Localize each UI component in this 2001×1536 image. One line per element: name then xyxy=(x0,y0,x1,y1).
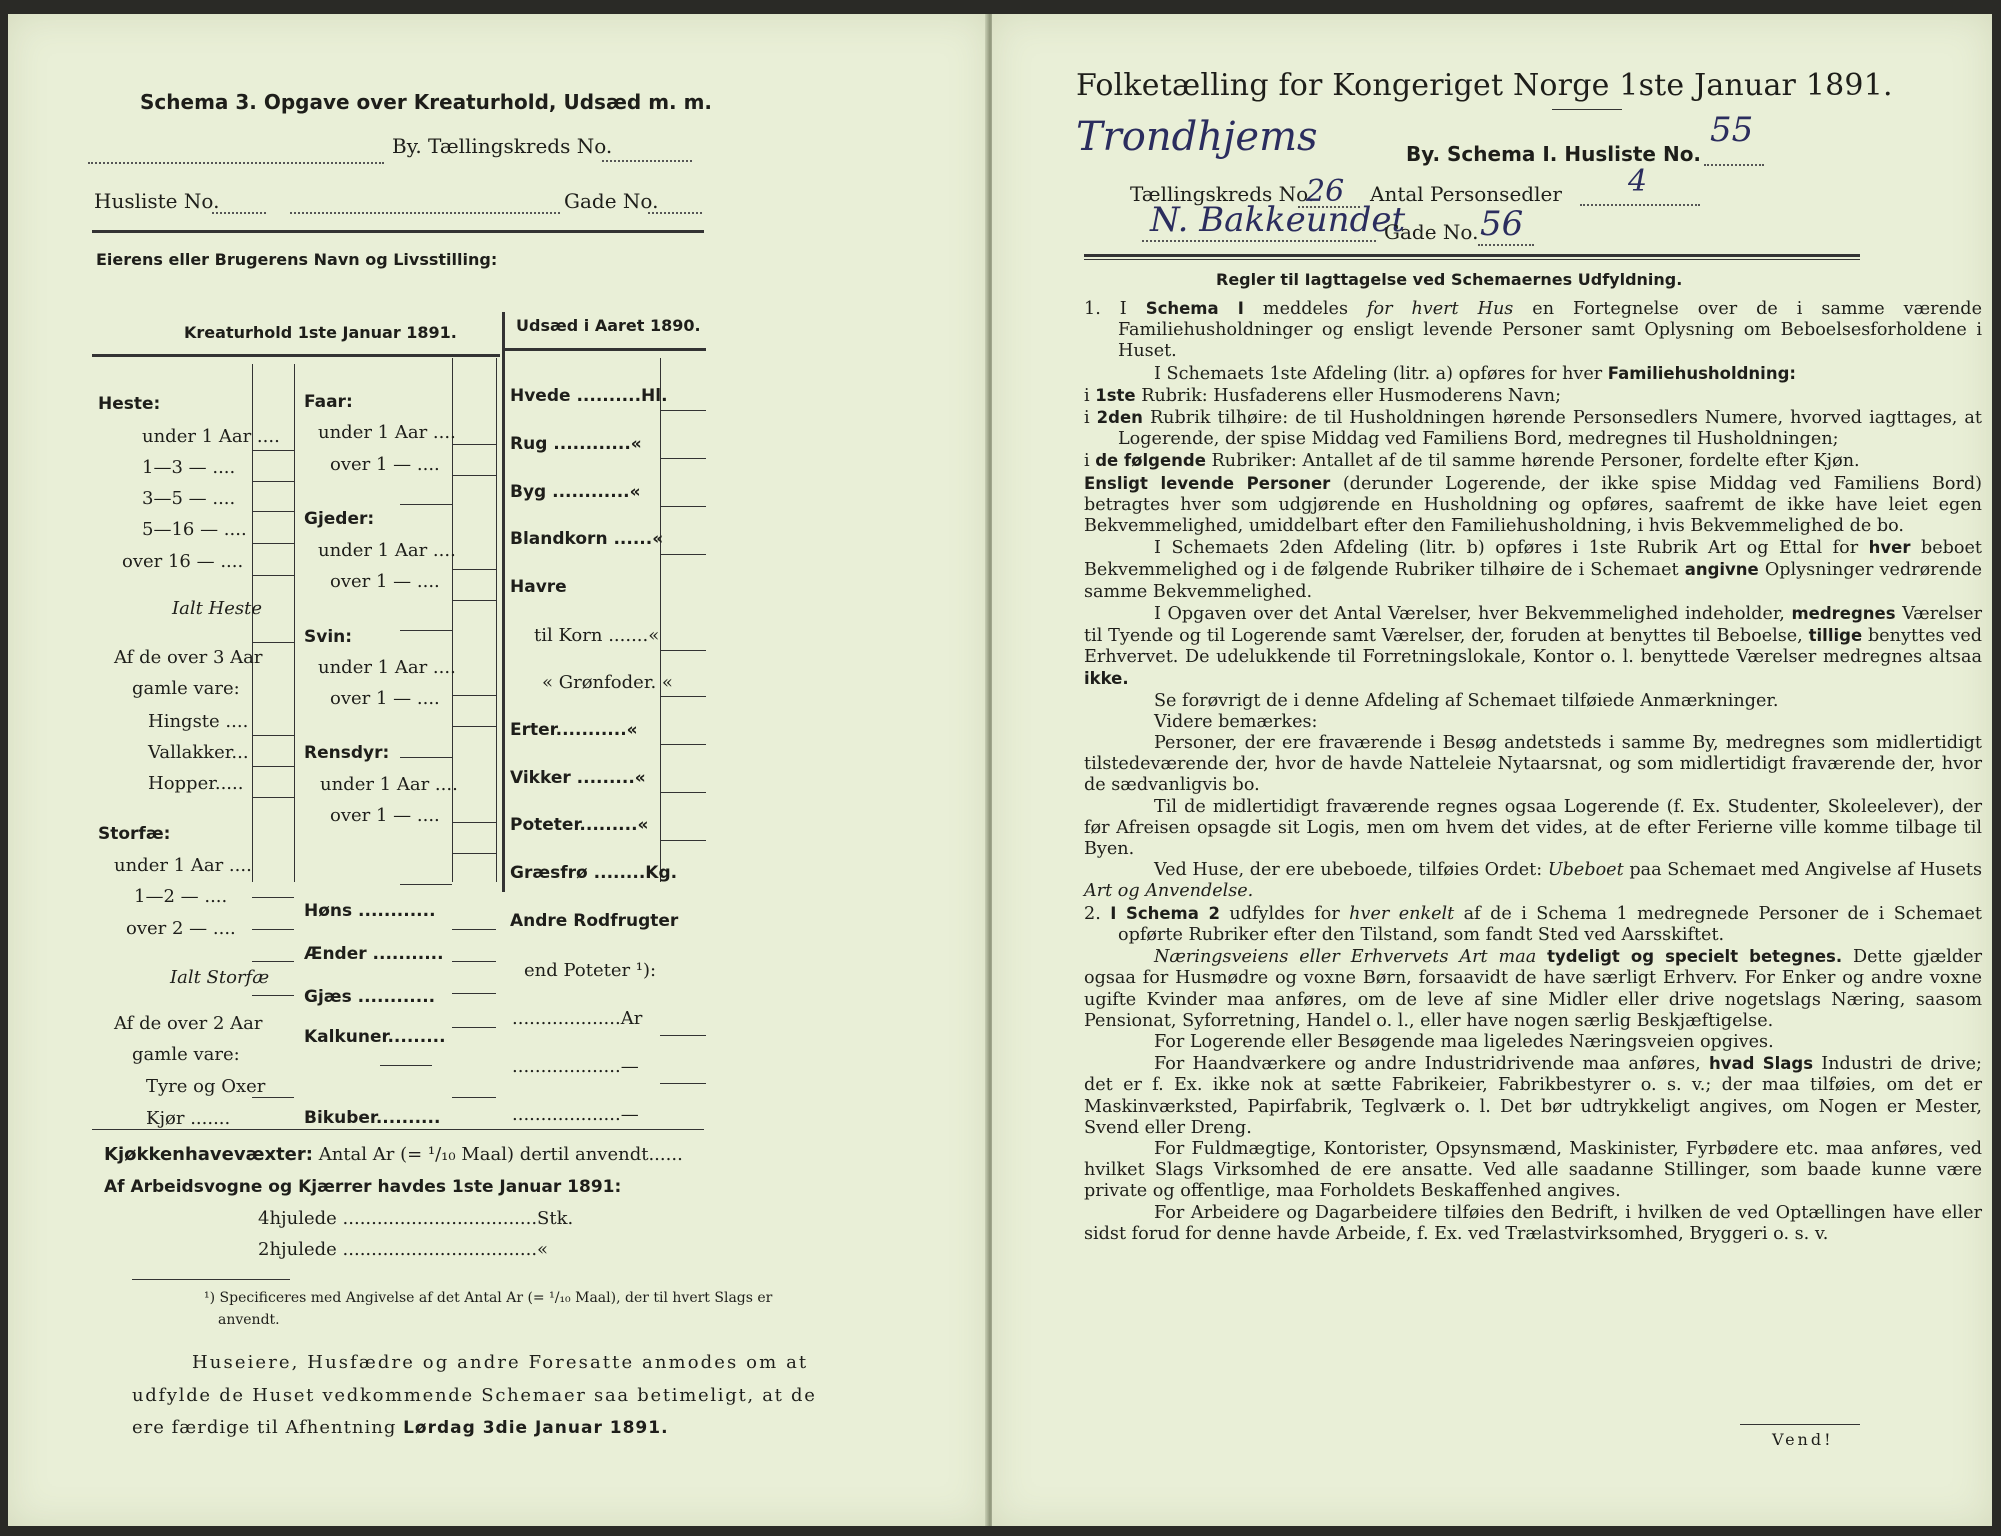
col1-entry-3 xyxy=(252,511,294,512)
col3-row: ...................— xyxy=(512,1104,639,1125)
kjokkenhave-rest: Antal Ar (= ¹/₁₀ Maal) dertil anvendt...... xyxy=(318,1144,683,1165)
col2-entry-11 xyxy=(452,993,496,994)
col3-row: ...................Ar xyxy=(512,1008,643,1029)
col3-row: ...................— xyxy=(512,1056,639,1077)
col3-entry-1 xyxy=(660,410,706,411)
gade-no-label: Gade No. xyxy=(1384,220,1479,244)
col1-row: Af de over 3 Aar xyxy=(114,647,263,668)
gade-label: Gade No. xyxy=(564,189,659,213)
col2-row: over 1 — .... xyxy=(330,571,440,592)
col3-entry-8 xyxy=(660,792,706,793)
title-underline xyxy=(1552,109,1622,110)
col2-entry-9 xyxy=(452,929,496,930)
handwritten-gade-no: 56 xyxy=(1480,204,1524,244)
right-page xyxy=(992,14,1992,1526)
footnote-line1: ¹) Specificeres med Angivelse af det Antal Ar (= ¹/₁₀ Maal), der til hvert Slags er xyxy=(204,1290,773,1306)
col2-row: Høns ............ xyxy=(304,901,436,921)
by-taellingskreds-label: By. Tællingskreds No. xyxy=(392,134,613,158)
col2-entry-7 xyxy=(452,822,496,823)
kreatur-heading: Kreaturhold 1ste Januar 1891. xyxy=(184,323,457,342)
left-page xyxy=(8,14,988,1526)
col2-entry-13 xyxy=(452,1097,496,1098)
toHjulede-line: 2hjulede ..................................« xyxy=(258,1239,549,1260)
col2-entry-8 xyxy=(452,853,496,854)
col1-entry-4 xyxy=(252,543,294,544)
col2-entry-3 xyxy=(452,569,496,570)
col1-row: Hingste .... xyxy=(148,711,249,732)
col3-entry-2 xyxy=(660,458,706,459)
col2-row: Bikuber.......... xyxy=(304,1108,441,1128)
col3-row: til Korn .......« xyxy=(534,625,660,646)
vend-rule xyxy=(1740,1424,1860,1425)
col3-entry-10 xyxy=(660,1035,706,1036)
handwritten-city: Trondhjems xyxy=(1076,114,1318,160)
col3-entry-6 xyxy=(660,696,706,697)
col1-entry-7 xyxy=(252,735,294,736)
udsaed-heading-rule xyxy=(504,348,706,351)
table-main-divider xyxy=(502,312,505,892)
gade-name-dotted xyxy=(1142,240,1376,242)
col3-row: Erter...........« xyxy=(510,720,638,740)
footnote-line2: anvendt. xyxy=(218,1312,280,1328)
col2-row: over 1 — .... xyxy=(330,805,440,826)
col2-entry-1 xyxy=(452,444,496,445)
col2-subtotal-4 xyxy=(400,884,452,885)
col1-row: Af de over 2 Aar xyxy=(114,1013,263,1034)
col1-row: 1—3 — .... xyxy=(142,457,236,478)
col1-entry-11 xyxy=(252,929,294,930)
col3-entry-9 xyxy=(660,840,706,841)
col2-entry-4 xyxy=(452,600,496,601)
final-notice-text: ere færdige til Afhentning xyxy=(132,1417,404,1438)
handwritten-gade: N. Bakkeundet xyxy=(1150,200,1406,240)
col1-row: 1—2 — .... xyxy=(134,886,228,907)
col3-row: Byg ............« xyxy=(510,482,641,502)
col1-row: gamle vare: xyxy=(132,1044,240,1065)
col2-row: Faar: xyxy=(304,392,353,412)
col2-row: Ænder ........... xyxy=(304,944,444,964)
col1-entry-12 xyxy=(252,961,294,962)
kjokkenhave-line xyxy=(104,1144,683,1165)
col1-row: Ialt Storfæ xyxy=(170,967,270,988)
col3-entry-11 xyxy=(660,1083,706,1084)
col2-row: Rensdyr: xyxy=(304,743,390,763)
kreatur-heading-rule xyxy=(92,354,500,357)
husliste-no-dotted xyxy=(1704,164,1764,166)
final-notice-line3 xyxy=(132,1417,669,1438)
col2-row: over 1 — .... xyxy=(330,688,440,709)
header-rule xyxy=(92,230,704,233)
col3-row: Vikker .........« xyxy=(510,768,646,788)
fireHjulede-line: 4hjulede ..................................Stk. xyxy=(258,1208,574,1229)
col1-row: 5—16 — .... xyxy=(142,519,247,540)
col1-entry-8 xyxy=(252,766,294,767)
col2-row: Svin: xyxy=(304,627,353,647)
rule-2: 2. I Schema 2 udfyldes for hver enkelt af de i Schema 1 medregnede Personer de i Schemaet opførte Rubriker efter den Tilstand, som fandt Sted ved Aarsskiftet. xyxy=(1084,903,1982,945)
col1-entry-6 xyxy=(252,642,294,643)
col3-value-left xyxy=(660,358,661,882)
handwritten-antal: 4 xyxy=(1628,164,1648,199)
final-notice-line2: udfylde de Huset vedkommende Schemaer saa betimeligt, at de xyxy=(132,1385,817,1406)
col1-row: Heste: xyxy=(98,394,161,414)
col3-entry-7 xyxy=(660,744,706,745)
gade-dotted-b xyxy=(648,212,702,214)
footnote-rule xyxy=(132,1279,290,1280)
col1-entry-2 xyxy=(252,481,294,482)
col1-row: Vallakker... xyxy=(148,742,249,763)
col1-entry-13 xyxy=(252,995,294,996)
col3-row: Rug ............« xyxy=(510,434,642,454)
handwritten-husliste-no: 55 xyxy=(1710,110,1754,150)
udsaed-heading: Udsæd i Aaret 1890. xyxy=(516,316,701,335)
col3-entry-5 xyxy=(660,650,706,651)
table-bottom-rule xyxy=(92,1129,704,1130)
col1-row: under 1 Aar .... xyxy=(142,426,280,447)
husliste-label: Husliste No. xyxy=(94,189,220,213)
taellingskreds-dotted xyxy=(602,160,692,162)
col2-row: under 1 Aar .... xyxy=(318,422,456,443)
col1-row: Tyre og Oxer xyxy=(146,1076,266,1097)
by-schema-label: By. Schema I. Husliste No. xyxy=(1406,142,1702,166)
col1-entry-10 xyxy=(252,897,294,898)
col1-row: 3—5 — .... xyxy=(142,488,236,509)
rule-1: 1. I Schema I meddeles for hvert Hus en Fortegnelse over de i samme værende Familiehusholdninger og ensligt levende Personer samt Oplysning om Beboelsesforholdene i Huset. xyxy=(1084,299,1982,362)
gade-dotted-a xyxy=(290,212,560,214)
rules-text: 1. I Schema I meddeles for hvert Hus en Fortegnelse over de i samme værende Familiehusholdninger og ensligt levende Personer samt Oplysning om Beboelsesforholdene i Huset. I Schemaets 1ste Afdeling (litr. a) opføres for hver Familiehusholdning: i 1ste Rubrik: Husfaderens eller Husmoderens Navn; i 2den Rubrik tilhøire: de til Husholdningen hørende Personsedlers Numere, hvorved iagttages, at Logerende, der spise Middag ved Familiens Bord, medregnes til Husholdningen; i de følgende Rubriker: Antallet af de til samme hørende Personer, fordelte efter Kjøn. Ensligt levende Personer (derunder Logerende, der ikke spise Middag ved Familiens Bord) betragtes hver som udgjørende en Husholdning og opføres, saafremt de ikke have leiet egen Bekvemmelighed, umiddelbart efter den Familiehusholdning, i hvis Bekvemmelighed de bo. I Schemaets 2den Afdeling (litr. b) opføres i 1ste Rubrik Art og Ettal for hver beboet Bekvemmelighed og i de følgende Rubriker tilhøire de i Schemaet angivne Oplysninger vedrørende samme Bekvemmelighed. I Opgaven over det Antal Værelser, hver Bekvemmelighed indeholder, medregnes Værelser til Tyende og til Logerende samt Værelser, der, foruden at benyttes til Beboelse, tillige benyttes ved Erhvervet. De udelukkende til Forretningslokale, Kontor o. l. benyttede Værelser medregnes altsaa ikke. Se forøvrigt de i denne Afdeling af Schemaet tilføiede Anmærkninger. Videre bemærkes: Personer, der ere fraværende i Besøg andetsteds i samme By, medregnes som midlertidigt tilstedeværende der, hvor de havde Natteleie Nytaarsnat, og som midlertidigt fraværende der, hvor de sædvanligvis bo. Til de midlertidigt fraværende regnes ogsaa Logerende (f. Ex. Studenter, Skoleelever), der før Afreisen opsagde sit Logis, men om hvem det vides, at de efter Ferierne ville komme tilbage til Byen. Ved Huse, der ere ubeboede, tilføies Ordet: Ubeboet paa Schemaet med Angivelse af Husets Art og Anvendelse. 2. I Schema 2 udfyldes for hver enkelt af de i Schema 1 medregnede Personer de i Schemaet opførte Rubriker efter den Tilstand, som fandt Sted ved Aarsskiftet. Næringsveiens eller Erhvervets Art maa tydeligt og specielt betegnes. Dette gjælder ogsaa for Husmødre og voxne Børn, forsaavidt de have særligt Erhverv. For Enker og andre voxne ugifte Kvinder maa anføres, om de leve af sine Midler eller drive nogetslags Næring, saasom Pensionat, Syforretning, Handel o. l., eller have nogen særlig Beskjæftigelse. For Logerende eller Besøgende maa ligeledes Næringsveien opgives. For Haandværkere og andre Industridrivende maa anføres, hvad Slags Industri de drive; det er f. Ex. ikke nok at sætte Fabrikeier, Fabrikbestyrer o. s. v.; der maa tilføies, om det er Maskinværksted, Papirfabrik, Teglværk o. l. Det bør udtrykkeligt angives, om Nogen er Mester, Svend eller Dreng. For Fuldmægtige, Kontorister, Opsynsmænd, Maskinister, Fyrbødere etc. maa anføres, ved hvilket Slags Virksomhed de ere ansatte. Ved alle saadanne Stillinger, som baade kunne være private og offentlige, maa Forholdets Beskaffenhed angives. For Arbeidere og Dagarbeidere tilføies den Bedrift, i hvilken de ved Optællingen have eller sidst forud for denne havde Arbeide, f. Ex. ved Trælastvirksomhed, Bryggeri o. s. v. xyxy=(1084,299,1983,1244)
arbeidsvogne-line: Af Arbeidsvogne og Kjærrer havdes 1ste Januar 1891: xyxy=(104,1177,622,1197)
col1-row: over 2 — .... xyxy=(126,918,236,939)
col3-row: Havre xyxy=(510,577,567,597)
col2-row: under 1 Aar .... xyxy=(318,657,456,678)
col3-entry-3 xyxy=(660,506,706,507)
col1-row: Hopper..... xyxy=(148,773,244,794)
final-notice-date: Lørdag 3die Januar 1891. xyxy=(403,1418,669,1438)
col3-row: Hvede ..........Hl. xyxy=(510,386,668,406)
vend-label: Vend! xyxy=(1772,1430,1834,1449)
col1-row: gamle vare: xyxy=(132,678,240,699)
gade-no-dotted xyxy=(1478,244,1534,246)
eier-label: Eierens eller Brugerens Navn og Livsstilling: xyxy=(96,250,498,269)
col3-row: Blandkorn ......« xyxy=(510,529,664,549)
col1-row: Ialt Heste xyxy=(172,598,263,619)
col1-row: Kjør ....... xyxy=(146,1108,231,1129)
col3-row: end Poteter ¹): xyxy=(524,960,657,981)
col2-entry-10 xyxy=(452,961,496,962)
col3-row: Græsfrø ........Kg. xyxy=(510,863,678,883)
col3-row: Poteter.........« xyxy=(510,815,649,835)
right-header-rule-2 xyxy=(1084,259,1860,260)
col1-entry-1 xyxy=(252,450,294,451)
col2-entry-5 xyxy=(452,695,496,696)
antal-dotted xyxy=(1580,204,1700,206)
husliste-dotted xyxy=(212,212,266,214)
by-dotted-line xyxy=(88,162,384,164)
schema3-title: Schema 3. Opgave over Kreaturhold, Udsæd m. m. xyxy=(140,90,713,114)
regler-title: Regler til Iagttagelse ved Schemaernes Udfyldning. xyxy=(1216,270,1683,289)
col2-entry-12 xyxy=(452,1027,496,1028)
right-header-rule-1 xyxy=(1084,254,1860,257)
col1-row: Storfæ: xyxy=(98,824,171,844)
handwritten-taellingskreds: 26 xyxy=(1306,174,1345,209)
col3-row: Andre Rodfrugter xyxy=(510,911,679,931)
col2-entry-2 xyxy=(452,475,496,476)
col2-row: over 1 — .... xyxy=(330,454,440,475)
col2-subtotal-3 xyxy=(400,757,452,758)
col2-row: under 1 Aar .... xyxy=(320,774,458,795)
col1-row: over 16 — .... xyxy=(122,551,244,572)
final-notice-line1: Huseiere, Husfædre og andre Foresatte anmodes om at xyxy=(192,1352,809,1373)
col1-row: under 1 Aar .... xyxy=(114,855,252,876)
col2-entry-6 xyxy=(452,726,496,727)
col2-row: Gjæs ............ xyxy=(304,987,436,1007)
kjokkenhave-label: Kjøkkenhavevæxter: xyxy=(104,1144,313,1165)
col2-subtotal-5 xyxy=(380,1065,432,1066)
col1-value-right xyxy=(294,364,295,882)
col2-subtotal-1 xyxy=(400,504,452,505)
col2-row: Kalkuner......... xyxy=(304,1027,446,1047)
col2-row: Gjeder: xyxy=(304,509,375,529)
col3-row: « Grønfoder. « xyxy=(542,672,673,693)
col2-row: under 1 Aar .... xyxy=(318,540,456,561)
col2-subtotal-2 xyxy=(400,630,452,631)
antal-personsedler-label: Antal Personsedler xyxy=(1370,182,1562,206)
col1-entry-14 xyxy=(252,1097,294,1098)
taellingskreds-label: Tællingskreds No. xyxy=(1130,182,1315,206)
col1-entry-9 xyxy=(252,797,294,798)
census-title: Folketælling for Kongeriget Norge 1ste Januar 1891. xyxy=(1076,68,1893,103)
col3-entry-4 xyxy=(660,554,706,555)
col2-value-right xyxy=(496,358,497,882)
col1-entry-5 xyxy=(252,575,294,576)
